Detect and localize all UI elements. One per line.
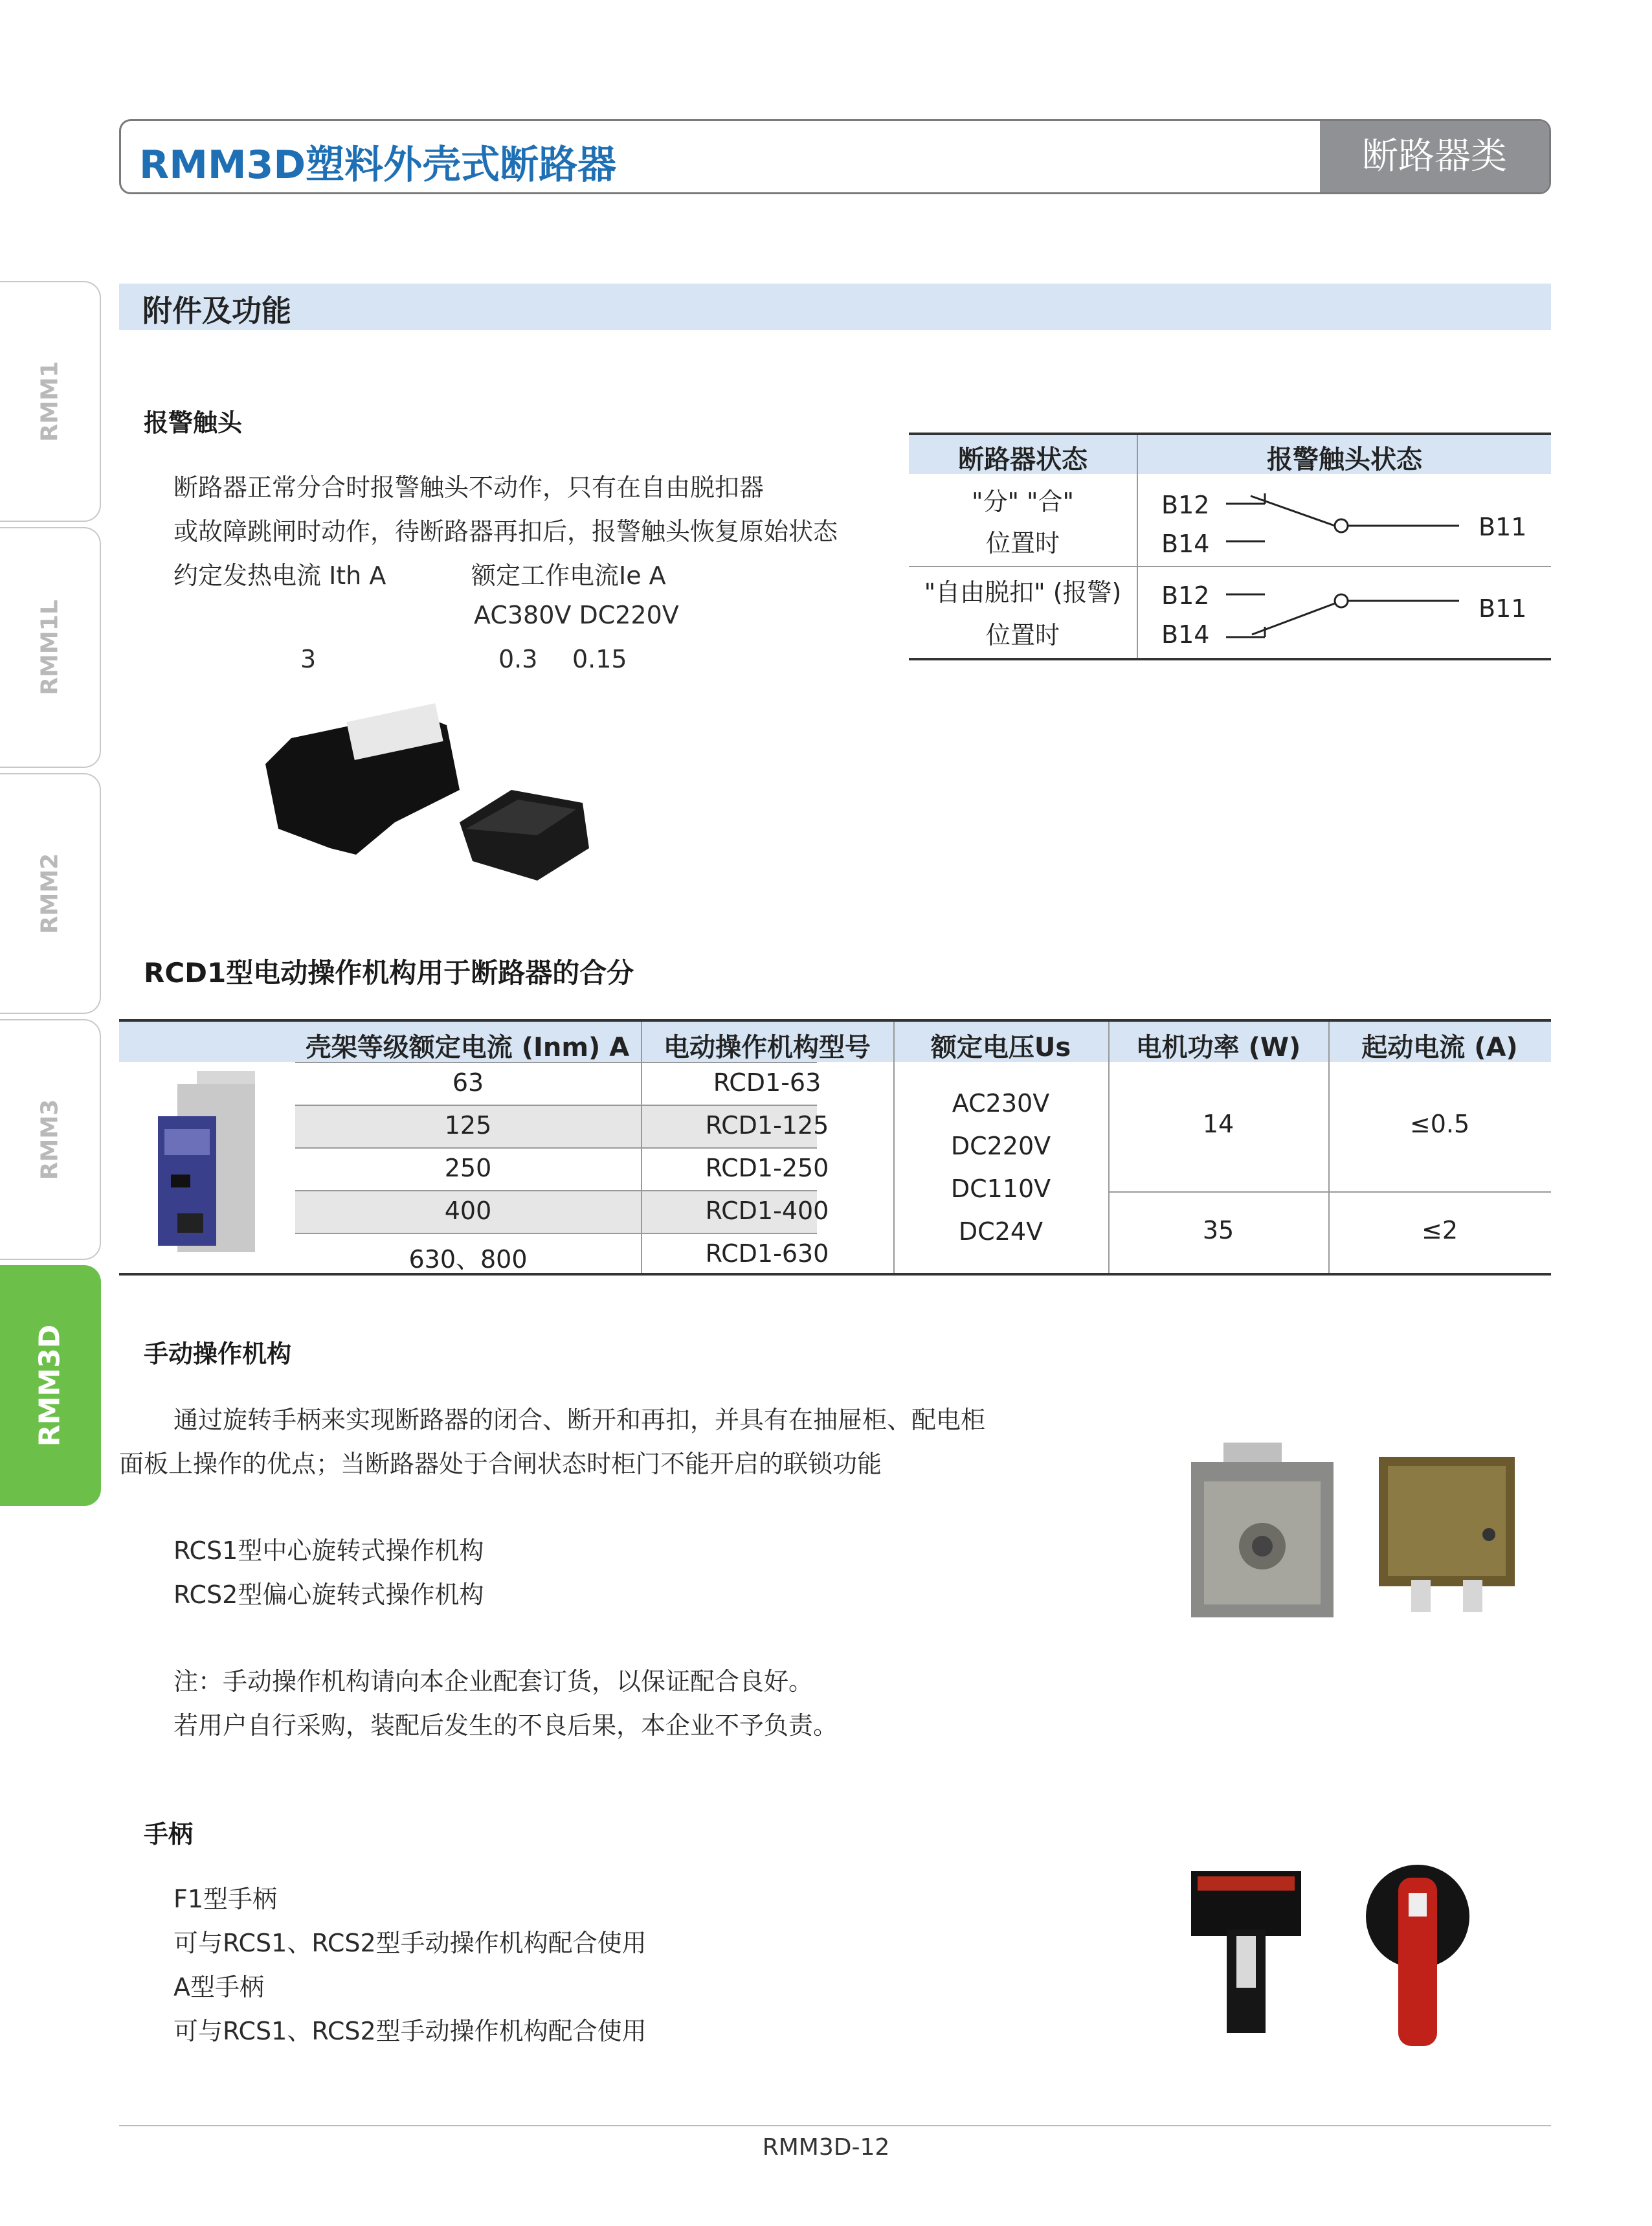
rcd-voltage-cell: AC230V	[952, 1089, 1050, 1118]
manual-type: RCS1型中心旋转式操作机构	[173, 1536, 484, 1565]
section-title: 附件及功能	[142, 293, 291, 328]
rcd-model-cell: RCD1-250	[705, 1154, 829, 1182]
alarm-state-table	[909, 433, 1551, 660]
alarm-spec-ie-ac: 0.3	[498, 645, 538, 673]
rcd-start-current-cell: ≤0.5	[1409, 1110, 1470, 1138]
rcd-table	[119, 1019, 1551, 1276]
side-tab-label: RMM1	[36, 361, 63, 442]
alarm-spec-ie-label: 额定工作电流Ie A	[471, 561, 666, 590]
alarm-text-line: 断路器正常分合时报警触头不动作，只有在自由脱扣器	[173, 473, 765, 502]
rcd-power-cell: 35	[1202, 1216, 1234, 1244]
side-tab-rmm3d[interactable]	[0, 1265, 101, 1506]
rcd-voltage-cell: DC110V	[950, 1175, 1051, 1203]
terminal-label: B11	[1479, 513, 1527, 541]
rcd-table-header: 起动电流 (A)	[1361, 1033, 1518, 1062]
handle-text-line: 可与RCS1、RCS2型手动操作机构配合使用	[173, 2017, 647, 2045]
handle-text-line: F1型手柄	[173, 1885, 278, 1913]
alarm-table-header: 报警触头状态	[1267, 445, 1422, 475]
terminal-label: B14	[1161, 530, 1210, 558]
rcd-table-header: 壳架等级额定电流 (Inm) A	[305, 1033, 630, 1062]
alarm-spec-ie-dc: 0.15	[572, 645, 627, 673]
rcd-current-cell: 250	[444, 1154, 492, 1182]
side-tab-label: RMM3D	[33, 1324, 67, 1447]
alarm-spec-voltage: AC380V DC220V	[474, 601, 679, 629]
side-tab-rmm1l[interactable]	[0, 527, 101, 768]
switch-symbol-open	[1226, 484, 1466, 556]
alarm-heading: 报警触头	[144, 409, 243, 437]
terminal-label: B12	[1161, 491, 1210, 519]
category-label: 断路器类	[1320, 121, 1549, 192]
side-tab-label: RMM2	[36, 853, 63, 934]
rcd-table-header: 电动操作机构型号	[664, 1033, 871, 1062]
manual-type: RCS2型偏心旋转式操作机构	[173, 1580, 484, 1609]
handle-text-line: 可与RCS1、RCS2型手动操作机构配合使用	[173, 1929, 647, 1957]
rcd-current-cell: 125	[444, 1111, 492, 1140]
terminal-label: B12	[1161, 581, 1210, 610]
footer-divider	[119, 2125, 1551, 2126]
manual-text-line: 通过旋转手柄来实现断路器的闭合、断开和再扣，并具有在抽屉柜、配电柜	[173, 1406, 986, 1434]
terminal-label: B14	[1161, 620, 1210, 649]
handle-text-line: A型手柄	[173, 1973, 264, 2001]
rcd-voltage-cell: DC24V	[958, 1217, 1044, 1246]
manual-text-line: 面板上操作的优点；当断路器处于合闸状态时柜门不能开启的联锁功能	[119, 1450, 882, 1478]
alarm-text-line: 或故障跳闸时动作，待断路器再扣后，报警触头恢复原始状态	[173, 517, 838, 546]
manual-note: 注：手动操作机构请向本企业配套订货，以保证配合良好。	[173, 1667, 814, 1696]
alarm-state-cell: 位置时	[985, 529, 1060, 557]
rcd-model-cell: RCD1-63	[713, 1068, 821, 1097]
alarm-state-cell: "自由脱扣" (报警)	[924, 578, 1122, 607]
header-bar	[119, 119, 1551, 194]
rcd-model-cell: RCD1-630	[705, 1239, 829, 1268]
manual-note: 若用户自行采购，装配后发生的不良后果，本企业不予负责。	[173, 1711, 838, 1740]
rcd-voltage-cell: DC220V	[950, 1132, 1051, 1160]
rcd-table-header: 电机功率 (W)	[1135, 1033, 1301, 1062]
side-tab-label: RMM1L	[36, 600, 63, 695]
page-title: RMM3D塑料外壳式断路器	[139, 142, 617, 188]
alarm-state-cell: "分" "合"	[972, 488, 1074, 516]
rcd-heading: RCD1型电动操作机构用于断路器的合分	[144, 957, 634, 989]
rcs2-mechanism-image	[1372, 1457, 1521, 1619]
rcd-model-cell: RCD1-125	[705, 1111, 829, 1140]
rcd-power-cell: 14	[1202, 1110, 1234, 1138]
alarm-contact-image	[252, 686, 608, 881]
rcd-current-cell: 400	[444, 1197, 492, 1225]
alarm-spec-ith: 3	[300, 645, 317, 673]
rcd-table-header: 额定电压Us	[930, 1033, 1071, 1062]
handle-heading: 手柄	[144, 1820, 194, 1849]
section-bar	[119, 284, 1551, 330]
rcs1-mechanism-image	[1185, 1443, 1346, 1630]
side-tab-label: RMM3	[36, 1099, 63, 1180]
rcd-start-current-cell: ≤2	[1421, 1216, 1458, 1244]
rcd-product-image	[151, 1071, 268, 1259]
a-handle-image	[1359, 1865, 1476, 2052]
side-tab-rmm2[interactable]	[0, 773, 101, 1014]
alarm-table-header: 断路器状态	[958, 445, 1088, 475]
rcd-current-cell: 63	[452, 1068, 484, 1097]
side-tab-rmm3[interactable]	[0, 1019, 101, 1260]
rcd-current-cell: 630、800	[408, 1245, 528, 1274]
alarm-spec-ith-label: 约定发热电流 Ith A	[173, 561, 386, 590]
terminal-label: B11	[1479, 594, 1527, 623]
f1-handle-image	[1191, 1871, 1308, 2040]
page-number: RMM3D-12	[762, 2134, 890, 2161]
side-tab-rmm1[interactable]	[0, 281, 101, 522]
manual-heading: 手动操作机构	[144, 1340, 292, 1368]
rcd-model-cell: RCD1-400	[705, 1197, 829, 1225]
switch-symbol-tripped	[1226, 575, 1466, 653]
alarm-state-cell: 位置时	[985, 621, 1060, 649]
